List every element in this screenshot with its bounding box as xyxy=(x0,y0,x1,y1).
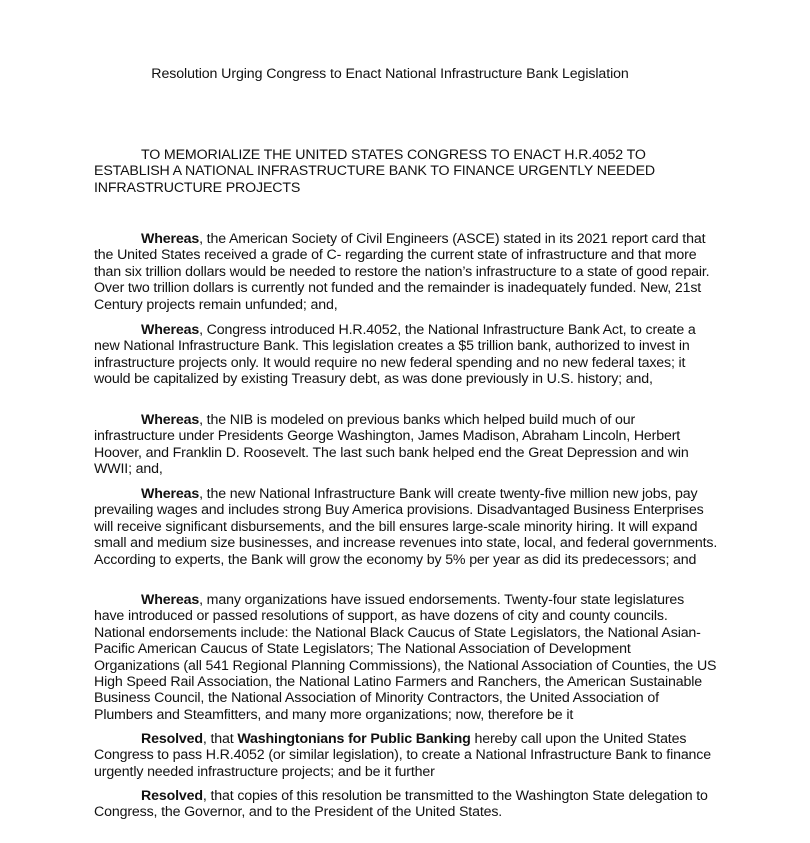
document-title: Resolution Urging Congress to Enact National Infrastructure Bank Legislation xyxy=(151,66,629,82)
paragraph-lead: Resolved xyxy=(141,731,203,747)
paragraph-lead: Resolved xyxy=(141,788,203,804)
heading-text: TO MEMORIALIZE THE UNITED STATES CONGRESS TO ENACT H.R.4052 TO ESTABLISH A NATIONAL INFRASTRUCTURE BANK TO FINANCE URGENTLY NEEDED INFRASTRUCTURE PROJECTS xyxy=(94,147,655,196)
paragraph-lead: Whereas xyxy=(141,592,200,608)
paragraph-lead: Whereas xyxy=(141,412,200,428)
paragraph-lead: Whereas xyxy=(141,486,200,502)
paragraph-lead: Whereas xyxy=(141,322,200,338)
organization-name: Washingtonians for Public Banking xyxy=(237,731,471,747)
paragraph-text: , the American Society of Civil Engineers (ASCE) stated in its 2021 report card that the United States received a grade of C- regarding the current state of infrastructure and that more than six trillion dollars would be needed to restore the nation’s infrastructure to a state of good repair. Over two trillion dollars is currently not funded and the remainder is inadequately funded. New, 21st Century projects remain unfunded; and, xyxy=(94,231,710,313)
resolution-heading xyxy=(94,147,714,196)
paragraph-connector: , that xyxy=(202,731,238,747)
paragraph-text: , Congress introduced H.R.4052, the National Infrastructure Bank Act, to create a new National Infrastructure Bank. This legislation creates a $5 trillion bank, authorized to invest in infrastructure projects only. It would require no new federal spending and no new federal taxes; it would be capitalized by existing Treasury debt, as was done previously in U.S. history; and, xyxy=(94,322,696,388)
paragraph-lead: Whereas xyxy=(141,231,200,247)
whereas-paragraph-jobs xyxy=(94,486,718,568)
paragraph-text: , the new National Infrastructure Bank will create twenty-five million new jobs, pay prevailing wages and includes strong Buy America provisions. Disadvantaged Business Enterprises will receive significant disbursements, and the bill ensures large-scale minority hiring. It will expand small and medium size businesses, and increase revenues into state, local, and federal governments. According to experts, the Bank will grow the economy by 5% per year as did its predecessors; and xyxy=(94,486,718,568)
paragraph-text: , many organizations have issued endorsements. Twenty-four state legislatures have introduced or passed resolutions of support, as have dozens of city and county councils. National endorsements include: the National Black Caucus of State Legislators, the National Asian-Pacific American Caucus of State Legislators; The National Association of Development Organizations (all 541 Regional Planning Commissions), the National Association of Counties, the US High Speed Rail Association, the National Latino Farmers and Ranchers, the American Sustainable Business Council, the National Association of Minority Contractors, the United Association of Plumbers and Steamfitters, and many more organizations; now, therefore be it xyxy=(94,592,717,723)
paragraph-text: hereby call upon the United States Congress to pass H.R.4052 (or similar legislation), to create a National Infrastructure Bank to finance urgently needed infrastructure projects; and be it further xyxy=(94,731,711,780)
resolved-paragraph-copies xyxy=(94,788,718,821)
whereas-paragraph-endorsements xyxy=(94,592,718,723)
paragraph-text: , that copies of this resolution be transmitted to the Washington State delegation to Congress, the Governor, and to the President of the United States. xyxy=(94,788,708,821)
whereas-paragraph-history xyxy=(94,412,718,478)
whereas-paragraph-hr4052 xyxy=(94,322,718,388)
resolved-paragraph-call xyxy=(94,731,718,780)
whereas-paragraph-asce xyxy=(94,231,718,313)
paragraph-text: , the NIB is modeled on previous banks which helped build much of our infrastructure under Presidents George Washington, James Madison, Abraham Lincoln, Herbert Hoover, and Franklin D. Roosevelt. The last such bank helped end the Great Depression and win WWII; and, xyxy=(94,412,689,478)
